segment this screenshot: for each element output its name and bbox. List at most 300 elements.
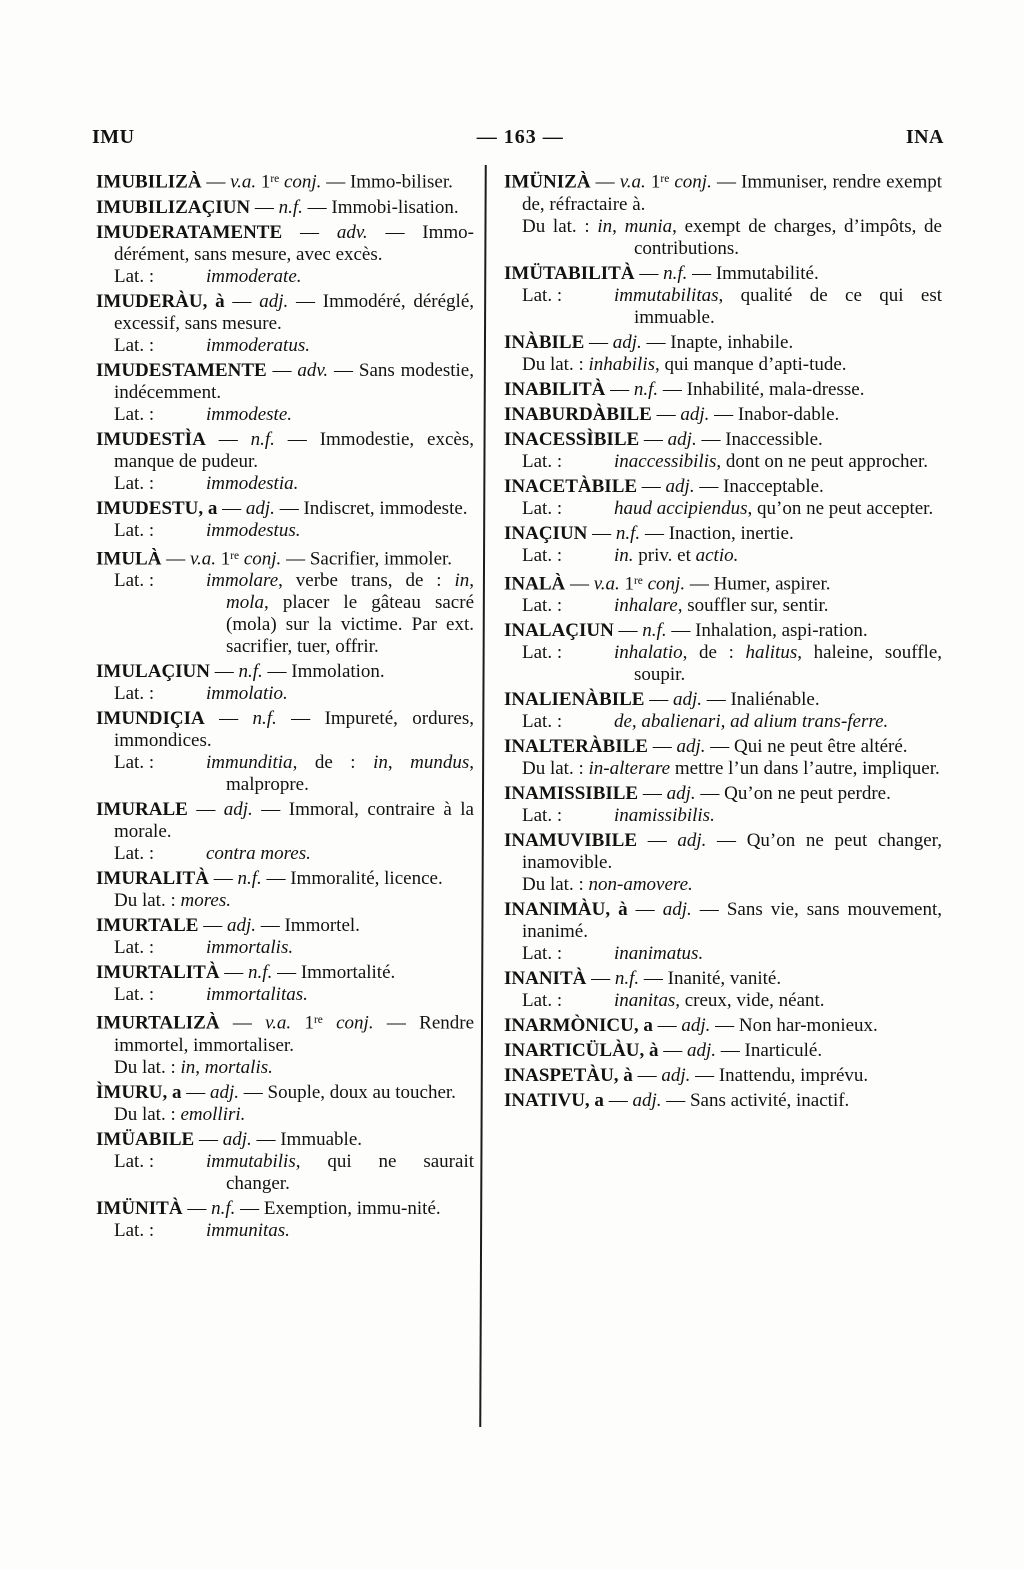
headword: INABILITÀ (504, 378, 606, 400)
etymology-line (96, 937, 474, 959)
etymology-label: Lat. : (522, 497, 563, 519)
text-run: immolare (206, 570, 279, 592)
text-run: adj. (662, 899, 692, 921)
text-run: — Qu’on ne peut changer, inamovible. (522, 830, 943, 874)
text-run: , (469, 570, 474, 592)
text-run: — Qui ne peut être altéré. (705, 736, 908, 758)
etymology-label: Lat. : (114, 984, 155, 1006)
dictionary-entry (96, 291, 474, 357)
headword: INARMÒNICU, a (504, 1015, 653, 1037)
text-run: immoderatus. (206, 334, 310, 356)
text-run: n.f. (615, 522, 641, 544)
etymology-label: Du lat. : (522, 215, 590, 237)
text-run: — (201, 171, 231, 193)
dictionary-entry (504, 968, 942, 1012)
etymology-line (96, 984, 474, 1006)
headword: INAÇIUN (504, 522, 588, 544)
entry-text (96, 799, 474, 843)
columns (96, 168, 942, 1245)
column-left (96, 168, 474, 1245)
entry-text (96, 708, 474, 752)
entry-text (96, 168, 474, 194)
dictionary-entry (504, 523, 942, 567)
text-run: adv. (297, 359, 329, 381)
etymology-label: Lat. : (522, 284, 563, 306)
text-run: — Exemption, immu-nité. (235, 1198, 441, 1220)
text-run: — Immutabilité. (687, 262, 819, 284)
etymology-label: Lat. : (114, 519, 155, 541)
dictionary-entry (96, 708, 474, 796)
headword: INABURDÀBILE (504, 403, 652, 425)
entry-text (504, 620, 942, 642)
text-run: — (605, 378, 634, 400)
dictionary-entry (504, 429, 942, 473)
etymology-line (504, 874, 942, 896)
entry-text (96, 222, 474, 266)
etymology-label: Lat. : (522, 595, 563, 617)
text-run: n.f. (248, 962, 273, 984)
text-run: — Souple, doux au toucher. (239, 1082, 456, 1104)
headword: INAMISSIBILE (504, 783, 639, 805)
etymology-line (504, 216, 942, 260)
etymology-label: Lat. : (114, 265, 155, 287)
text-run: — (638, 783, 667, 805)
text-run: munia (624, 215, 673, 237)
etymology-label: Du lat. : (114, 1104, 176, 1126)
text-run: immodestus. (206, 519, 301, 541)
dictionary-entry (504, 736, 942, 780)
etymology-line (96, 890, 474, 912)
etymology-line (96, 1220, 474, 1242)
text-run: v.a. (593, 573, 620, 595)
dictionary-entry (96, 962, 474, 1006)
text-run: v.a. (265, 1013, 292, 1035)
text-run: n.f. (252, 708, 277, 730)
dictionary-entry (504, 1040, 942, 1062)
text-run: in (454, 570, 470, 592)
text-run: — (219, 1013, 266, 1035)
text-run: , souffler sur, sentir. (677, 595, 829, 617)
text-run: — (647, 736, 677, 758)
etymology-line (96, 1104, 474, 1126)
entry-text (96, 661, 474, 683)
headword: IMUNDIÇIA (96, 708, 205, 730)
text-run: — Inhabilité, mala-dresse. (658, 378, 865, 400)
text-run: haud accipiendus (614, 497, 748, 519)
text-run: v.a. (619, 171, 646, 193)
text-run: — Immuable. (251, 1129, 362, 1151)
entry-text (504, 968, 942, 990)
headword: INAMUVIBILE (504, 830, 638, 852)
dictionary-entry (504, 476, 942, 520)
etymology-label: Lat. : (114, 1151, 155, 1173)
dictionary-entry (504, 830, 942, 896)
text-run: , (195, 1057, 205, 1079)
entry-text (504, 1015, 942, 1037)
text-run: n.f. (614, 968, 640, 990)
text-run: , qu’on ne peut accepter. (747, 497, 934, 519)
text-run: — Immo-dérément, sans mesure, avec excès. (114, 221, 475, 265)
text-run: — (634, 262, 664, 284)
text-run: in. (614, 544, 634, 566)
header-right-keyword: INA (905, 126, 944, 148)
etymology-label: Lat. : (522, 711, 563, 733)
text-run: in (180, 1057, 196, 1079)
etymology-label: Lat. : (522, 943, 563, 965)
text-run: — (590, 171, 620, 193)
entry-text (96, 498, 474, 520)
text-run: adj. (680, 403, 710, 425)
text-run: conj. (336, 1013, 374, 1035)
text-run: — (584, 331, 613, 353)
text-run: — Non har-monieux. (710, 1015, 878, 1037)
text-run: adj. (687, 1040, 717, 1062)
etymology-label: Lat. : (114, 1220, 155, 1242)
text-run: — Immodéré, déréglé, excessif, sans mesure. (114, 290, 475, 334)
text-run: — Sans vie, sans mouvement, inanimé. (522, 899, 943, 943)
text-run: — (632, 1065, 662, 1087)
text-run: , (612, 215, 625, 237)
headword: IMUDESTU, a (96, 497, 218, 519)
dictionary-entry (96, 915, 474, 959)
dictionary-entry (504, 1015, 942, 1037)
text-run: immolatio. (206, 683, 288, 705)
dictionary-entry (96, 1009, 474, 1079)
text-run: adj. (676, 736, 706, 758)
text-run: inanimatus. (614, 943, 704, 965)
etymology-line (504, 642, 942, 686)
text-run: — Immortel. (255, 915, 360, 937)
text-run: 1 (619, 573, 635, 595)
text-run: , exempt de charges, d’impôts, de contributions. (634, 215, 942, 259)
text-run: mortalis. (204, 1057, 273, 1079)
etymology-label: Lat. : (114, 937, 155, 959)
text-run: — (565, 573, 594, 595)
headword: IMÜNIZÀ (504, 171, 591, 193)
text-run: — Immo-biliser. (321, 171, 453, 193)
entry-text (96, 197, 474, 219)
text-run: — (205, 428, 251, 450)
text-run: inamissibilis. (614, 805, 715, 827)
text-run: mores. (180, 890, 231, 912)
dictionary-entry (96, 1082, 474, 1126)
text-run: priv. et (633, 544, 696, 566)
text-run: n.f. (211, 1198, 236, 1220)
text-run: , malpropre. (226, 752, 474, 796)
entry-text (504, 476, 942, 498)
text-run: immodeste. (206, 403, 293, 425)
text-run: — Inacceptable. (694, 475, 824, 497)
text-run: mola (226, 592, 264, 614)
dictionary-entry (96, 498, 474, 542)
dictionary-entry (504, 570, 942, 618)
headword: IMUDERÀU, à (96, 290, 225, 312)
etymology-line (96, 752, 474, 796)
text-run: — (194, 1129, 223, 1151)
text-run: inaccessibilis (614, 450, 717, 472)
etymology-label: Lat. : (114, 403, 155, 425)
text-run: — (208, 868, 238, 890)
entry-text (96, 915, 474, 937)
headword: INALÀ (504, 573, 566, 595)
text-run: — Inanité, vanité. (639, 968, 782, 990)
text-run: re (660, 173, 670, 185)
text-run: — (651, 403, 681, 425)
text-run: — Immolation. (262, 661, 385, 683)
text-run: n.f. (663, 262, 688, 284)
text-run: adv. (336, 221, 368, 243)
text-run: — Sacrifier, immoler. (281, 548, 453, 570)
text-run: v.a. (230, 171, 257, 193)
headword: IMURTALITÀ (96, 962, 220, 984)
text-run: immortalitas. (206, 984, 308, 1006)
etymology-line (96, 404, 474, 426)
text-run: — (627, 899, 663, 921)
etymology-line (504, 354, 942, 376)
dictionary-entry (96, 661, 474, 705)
etymology-label: Lat. : (522, 544, 563, 566)
headword: IMÜTABILITÀ (504, 262, 635, 284)
entry-text (504, 783, 942, 805)
text-run: , de : (292, 752, 374, 774)
text-run: — Immortalité. (272, 962, 396, 984)
etymology-line (504, 758, 942, 780)
etymology-label: Lat. : (114, 334, 155, 356)
text-run: halitus (745, 642, 798, 664)
text-run: adj. (672, 689, 702, 711)
dictionary-entry (96, 168, 474, 194)
text-run: , haleine, souffle, soupir. (634, 642, 942, 686)
entry-text (504, 1065, 942, 1087)
etymology-label: Lat. : (522, 805, 563, 827)
text-run: — Sans modestie, indécemment. (114, 359, 474, 403)
entry-text (96, 1082, 474, 1104)
headword: INALTERÀBILE (504, 736, 648, 758)
text-run: n.f. (633, 378, 659, 400)
text-run: inhalare (614, 595, 678, 617)
text-run: conj. (243, 548, 282, 570)
text-run: — (613, 620, 643, 642)
text-run: — (658, 1040, 688, 1062)
headword: IMUDERATAMENTE (96, 221, 283, 243)
entry-text (96, 868, 474, 890)
dictionary-entry (504, 379, 942, 401)
dictionary-entry (504, 263, 942, 329)
dictionary-entry (96, 545, 474, 659)
etymology-line (504, 595, 942, 617)
text-run: conj. (647, 573, 686, 595)
text-run: re (230, 549, 240, 562)
text-run: , dont on ne peut approcher. (716, 450, 928, 472)
text-run: — Inaccessible. (696, 428, 823, 450)
etymology-label: Lat. : (114, 843, 155, 865)
text-run: emolliri. (180, 1104, 246, 1126)
text-run: conj. (283, 171, 322, 193)
headword: INALAÇIUN (504, 620, 614, 642)
text-run: re (634, 574, 643, 587)
text-run: inhalatio (614, 642, 683, 664)
text-run: , (387, 752, 411, 774)
entry-text (504, 689, 942, 711)
text-run: — Immuniser, rendre exempt de, réfractaire à. (522, 171, 943, 215)
text-run: adj. (667, 428, 697, 450)
text-run: 1 (645, 171, 661, 193)
text-run: inanitas (614, 990, 676, 1012)
text-run: — (637, 475, 666, 497)
text-run: n.f. (278, 196, 303, 218)
text-run: — Sans activité, inactif. (661, 1090, 850, 1112)
text-run: — Inaliénable. (701, 689, 820, 711)
etymology-label: Lat. : (114, 683, 155, 705)
dictionary-entry (504, 689, 942, 733)
text-run: — (586, 968, 615, 990)
entry-text (504, 429, 942, 451)
text-run: contra mores. (206, 843, 311, 865)
entry-text (96, 545, 474, 571)
headword: IMUDESTAMENTE (96, 359, 267, 381)
headword: INATIVU, a (504, 1090, 604, 1112)
etymology-line (96, 335, 474, 357)
dictionary-entry (504, 783, 942, 827)
text-run: , placer le gâteau sacré (mola) sur la victime. Par ext. sacrifier, tuer, offrir. (226, 592, 474, 658)
entry-text (504, 168, 942, 216)
dictionary-entry (504, 1090, 942, 1112)
text-run: — (639, 428, 668, 450)
text-run: — Inabor-dable. (709, 403, 840, 425)
dictionary-entry (96, 222, 474, 288)
text-run: , de : (682, 642, 746, 664)
text-run: — (187, 799, 224, 821)
text-run: n.f. (237, 868, 262, 890)
text-run: 1 (256, 171, 271, 193)
text-run: — (210, 661, 239, 683)
text-run: immunditia (206, 752, 293, 774)
dictionary-entry (96, 429, 474, 495)
etymology-label: Lat. : (522, 642, 563, 664)
etymology-label: Lat. : (522, 450, 563, 472)
text-run: — Immoral, contraire à la morale. (114, 799, 474, 843)
dictionary-entry (96, 1129, 474, 1195)
text-run: re (313, 1014, 323, 1027)
header-left-keyword: IMU (92, 126, 135, 148)
text-run: mettre l’un dans l’autre, impliquer. (670, 758, 940, 780)
etymology-label: Lat. : (114, 752, 155, 774)
entry-text (96, 962, 474, 984)
text-run: adj. (226, 915, 256, 937)
headword: INANITÀ (504, 968, 587, 990)
entry-text (504, 1040, 942, 1062)
text-run: , qui ne saurait changer. (226, 1151, 474, 1195)
text-run: adj. (259, 290, 289, 312)
text-run: — Humer, aspirer. (685, 573, 831, 595)
entry-text (504, 899, 942, 943)
entry-text (504, 332, 942, 354)
text-run: , verbe trans, de : (278, 570, 455, 592)
text-run: — (282, 221, 337, 243)
etymology-label: Du lat. : (522, 758, 584, 780)
text-run: immunitas. (206, 1220, 290, 1242)
etymology-line (504, 545, 942, 567)
etymology-line (504, 498, 942, 520)
text-run: — Inarticulé. (716, 1040, 823, 1062)
headword: IMUBILIZÀ (96, 171, 202, 193)
text-run: , creux, vide, néant. (675, 990, 825, 1012)
entry-text (96, 1009, 474, 1057)
dictionary-entry (504, 168, 942, 260)
text-run: adj. (632, 1090, 662, 1112)
text-run: — (266, 359, 298, 381)
text-run: — Inattendu, imprévu. (690, 1065, 869, 1087)
headword: INACESSÌBILE (504, 428, 640, 450)
headword: INALIENÀBILE (504, 689, 645, 711)
entry-text (504, 523, 942, 545)
text-run: — (652, 1015, 682, 1037)
headword: IMÜNITÀ (96, 1198, 183, 1220)
etymology-line (96, 520, 474, 542)
entry-text (504, 263, 942, 285)
headword: IMURTALIZÀ (96, 1013, 220, 1035)
text-run: — Immoralité, licence. (261, 868, 443, 890)
headword: INACETÀBILE (504, 475, 638, 497)
entry-text (504, 1090, 942, 1112)
text-run: n.f. (250, 428, 275, 450)
text-run: — (217, 497, 246, 519)
dictionary-entry (96, 799, 474, 865)
headword: ÌMURU, a (96, 1082, 182, 1104)
dictionary-entry (504, 332, 942, 376)
entry-text (96, 291, 474, 335)
entry-text (96, 1198, 474, 1220)
text-run: — Qu’on ne peut perdre. (695, 783, 891, 805)
etymology-line (96, 683, 474, 705)
text-run: immutabilitas (614, 284, 719, 306)
headword: IMUBILIZAÇIUN (96, 196, 251, 218)
etymology-line (96, 1151, 474, 1195)
text-run: — Indiscret, immodeste. (274, 497, 468, 519)
etymology-label: Du lat. : (114, 890, 176, 912)
text-run: n.f. (642, 620, 667, 642)
entry-text (504, 404, 942, 426)
text-run: — Inapte, inhabile. (641, 331, 794, 353)
etymology-line (504, 990, 942, 1012)
etymology-line (504, 805, 942, 827)
etymology-label: Du lat. : (522, 874, 584, 896)
text-run: adj. (661, 1065, 691, 1087)
entry-text (504, 570, 942, 596)
entry-text (96, 360, 474, 404)
text-run: immoderate. (206, 265, 302, 287)
text-run (323, 1013, 336, 1034)
headword: IMURALE (96, 799, 188, 821)
dictionary-entry (504, 620, 942, 686)
dictionary-entry (504, 1065, 942, 1087)
text-run: in (597, 215, 613, 237)
page-number: — 163 — (476, 126, 564, 148)
text-run: conj. (674, 171, 712, 193)
etymology-line (96, 266, 474, 288)
text-run: adj. (210, 1082, 240, 1104)
etymology-label: Lat. : (522, 990, 563, 1012)
etymology-label: Du lat. : (522, 353, 584, 375)
text-run: — (219, 962, 249, 984)
text-run: inhabilis (588, 353, 656, 375)
entry-text (96, 429, 474, 473)
text-run: de, abalienari, ad alium trans-ferre. (614, 711, 889, 733)
text-run: v.a. (189, 548, 216, 570)
headword: IMÜABILE (96, 1129, 195, 1151)
text-run: immutabilis (206, 1151, 296, 1173)
text-run: — (603, 1090, 633, 1112)
